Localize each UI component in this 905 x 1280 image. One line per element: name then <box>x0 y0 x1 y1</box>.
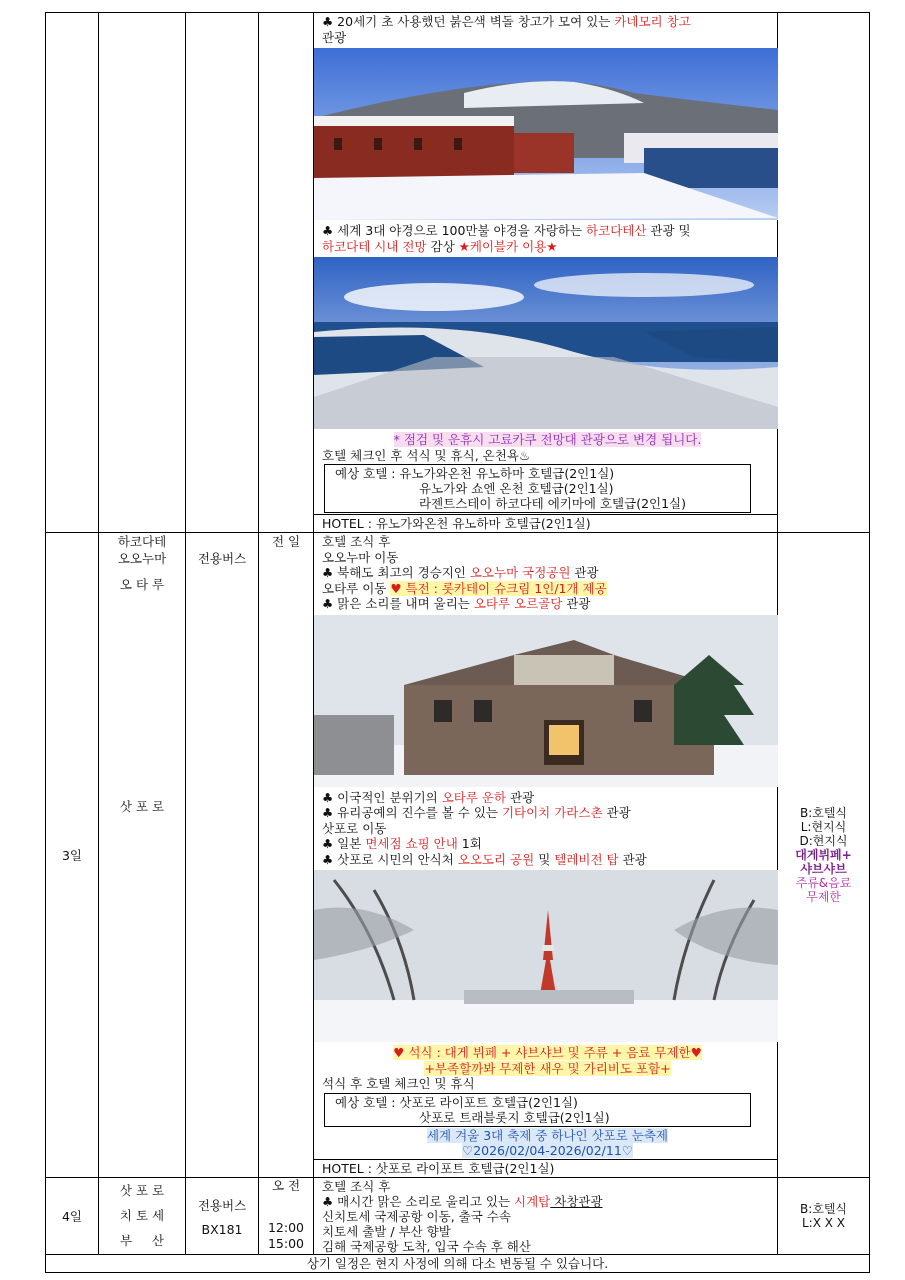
schedule-cell <box>314 1177 778 1254</box>
expected-hotels-box <box>324 1093 751 1127</box>
expected-hotel-2: 유노가와 쇼엔 온천 호텔급(2인1실) <box>419 481 614 496</box>
meal-special: 대게뷔페+ <box>795 847 852 862</box>
schedule-line: ♣ 유리공예의 진수를 볼 수 있는 기타이치 가라스촌 관광 <box>322 805 631 820</box>
schedule-cell <box>314 13 778 533</box>
schedule-line: ♣ 삿포로 시민의 안식처 오오도리 공원 및 텔레비전 탑 관광 <box>322 851 647 867</box>
transport-cell <box>186 13 259 533</box>
meal-special: 샤브샤브 <box>800 861 847 876</box>
hakodate-line-2: 하코다테 시내 전망 감상 ★케이블카 이용★ <box>322 238 558 254</box>
meal-cell <box>778 1177 870 1254</box>
place-cell <box>99 1177 186 1254</box>
meal-special: 무제한 <box>806 889 841 904</box>
footer-row <box>46 1254 870 1272</box>
schedule-line: 치토세 출발 / 부산 향발 <box>322 1223 451 1239</box>
snow-festival-line-2: ♡2026/02/04-2026/02/11♡ <box>461 1143 633 1158</box>
meal-lunch: L:X X X <box>801 1215 846 1230</box>
schedule-line: ♣ 일본 면세점 쇼핑 안내 1회 <box>322 836 482 851</box>
day-cell <box>46 13 99 533</box>
place-hakodate: 하코다테 <box>117 534 167 549</box>
dinner-special-line-1: ♥ 석식 : 대게 뷔페 + 샤브샤브 및 주류 + 음료 무제한♥ <box>393 1045 702 1060</box>
dinner-special-line-2: +부족할까봐 무제한 새우 및 가리비도 포함+ <box>424 1060 671 1076</box>
schedule-line: 호텔 조식 후 <box>322 534 391 549</box>
kanemori-line-end: 관광 <box>322 29 347 45</box>
meal-breakfast: B:호텔식 <box>799 805 848 820</box>
kanemori-warehouse-photo <box>314 48 778 220</box>
time-cell <box>259 533 314 1178</box>
place-cell <box>99 13 186 533</box>
hakodate-night-view-photo <box>314 257 778 429</box>
expected-hotels-box <box>324 464 751 513</box>
schedule-line: 오오누마 이동 <box>322 549 399 565</box>
place-busan: 부 산 <box>119 1232 165 1248</box>
kanemori-line: ♣ 20세기 초 사용했던 붉은색 벽돌 창고가 모여 있는 카네모리 창고 <box>322 14 691 29</box>
schedule-line: 석식 후 호텔 체크인 및 휴식 <box>322 1076 475 1091</box>
place-sapporo: 삿 포 로 <box>119 799 165 814</box>
time-cell <box>259 13 314 533</box>
flight-number: BX181 <box>201 1221 243 1237</box>
schedule-line: ♣ 맑은 소리를 내며 울리는 오타루 오르골당 관광 <box>322 596 591 611</box>
hakodate-line-1: ♣ 세계 3대 야경으로 100만불 야경을 자랑하는 하코다테산 관광 및 <box>322 223 691 238</box>
schedule-line: ♣ 이국적인 분위기의 오타루 운하 관광 <box>322 789 535 805</box>
snow-festival-line-1: 세계 겨울 3대 축제 중 하나인 삿포로 눈축제 <box>426 1127 669 1143</box>
transport-label: 전용버스 <box>197 551 247 566</box>
sapporo-tv-tower-photo <box>314 870 778 1042</box>
itinerary-table <box>45 12 870 1273</box>
transport-cell <box>186 1177 259 1254</box>
otaru-music-box-hall-photo <box>314 615 778 787</box>
meal-lunch: L:현지식 <box>800 819 847 834</box>
schedule-line: ♣ 매시간 맑은 소리로 울리고 있는 시계탑 차창관광 <box>322 1193 603 1209</box>
schedule-line: 호텔 조식 후 <box>322 1178 391 1194</box>
schedule-line: ♣ 북해도 최고의 경승지인 오오누마 국정공원 관광 <box>322 565 599 580</box>
route-change-note: * 점검 및 운휴시 고료카쿠 전망대 관광으로 변경 됩니다. <box>393 432 702 447</box>
day2-row <box>46 13 870 533</box>
place-cell <box>99 533 186 1178</box>
time-cell <box>259 1177 314 1254</box>
schedule-cell <box>314 533 778 1178</box>
schedule-line: 삿포로 이동 <box>322 820 387 836</box>
meal-special: 주류&음료 <box>795 875 852 890</box>
day4-row <box>46 1177 870 1254</box>
expected-hotel-1: 예상 호텔 : 삿포로 라이포트 호텔급(2인1실) <box>335 1094 578 1110</box>
place-onuma: 오오누마 <box>117 551 167 566</box>
expected-hotel-1: 예상 호텔 : 유노가와온천 유노하마 호텔급(2인1실) <box>335 466 615 481</box>
time-label: 전 일 <box>271 534 301 549</box>
expected-hotel-2: 삿포로 트래블롯지 호텔급(2인1실) <box>419 1109 610 1125</box>
time-label: 12:00 <box>267 1219 305 1235</box>
time-label: 15:00 <box>267 1235 305 1251</box>
time-label: 오 전 <box>271 1177 301 1193</box>
hotel-line: HOTEL : 유노가와온천 유노하마 호텔급(2인1실) <box>314 514 777 532</box>
place-otaru: 오 타 루 <box>119 577 165 592</box>
day-label: 3일 <box>46 533 99 1178</box>
place-chitose: 치 토 세 <box>119 1207 165 1223</box>
meal-cell <box>778 13 870 533</box>
transport-label: 전용버스 <box>197 1197 247 1213</box>
place-sapporo: 삿 포 로 <box>119 1182 165 1198</box>
schedule-line: 신치토세 국제공항 이동, 출국 수속 <box>322 1208 511 1224</box>
transport-cell <box>186 533 259 1178</box>
schedule-line: 김해 국제공항 도착, 입국 수속 후 해산 <box>322 1238 531 1254</box>
schedule-change-notice: 상기 일정은 현지 사정에 의해 다소 변동될 수 있습니다. <box>46 1254 870 1272</box>
hotel-line: HOTEL : 삿포로 라이포트 호텔급(2인1실) <box>314 1159 777 1177</box>
day-label: 4일 <box>46 1177 99 1254</box>
meal-breakfast: B:호텔식 <box>799 1201 848 1216</box>
meal-cell <box>778 533 870 1178</box>
meal-dinner: D:현지식 <box>799 833 848 848</box>
checkin-line: 호텔 체크인 후 석식 및 휴식, 온천욕♨ <box>322 447 531 463</box>
expected-hotel-3: 라젠트스테이 하코다테 에키마에 호텔급(2인1실) <box>419 496 687 511</box>
schedule-line: 오타루 이동 ♥ 특전 : 롯카테이 슈크림 1인/1개 제공 <box>322 580 607 596</box>
day3-row <box>46 533 870 1178</box>
